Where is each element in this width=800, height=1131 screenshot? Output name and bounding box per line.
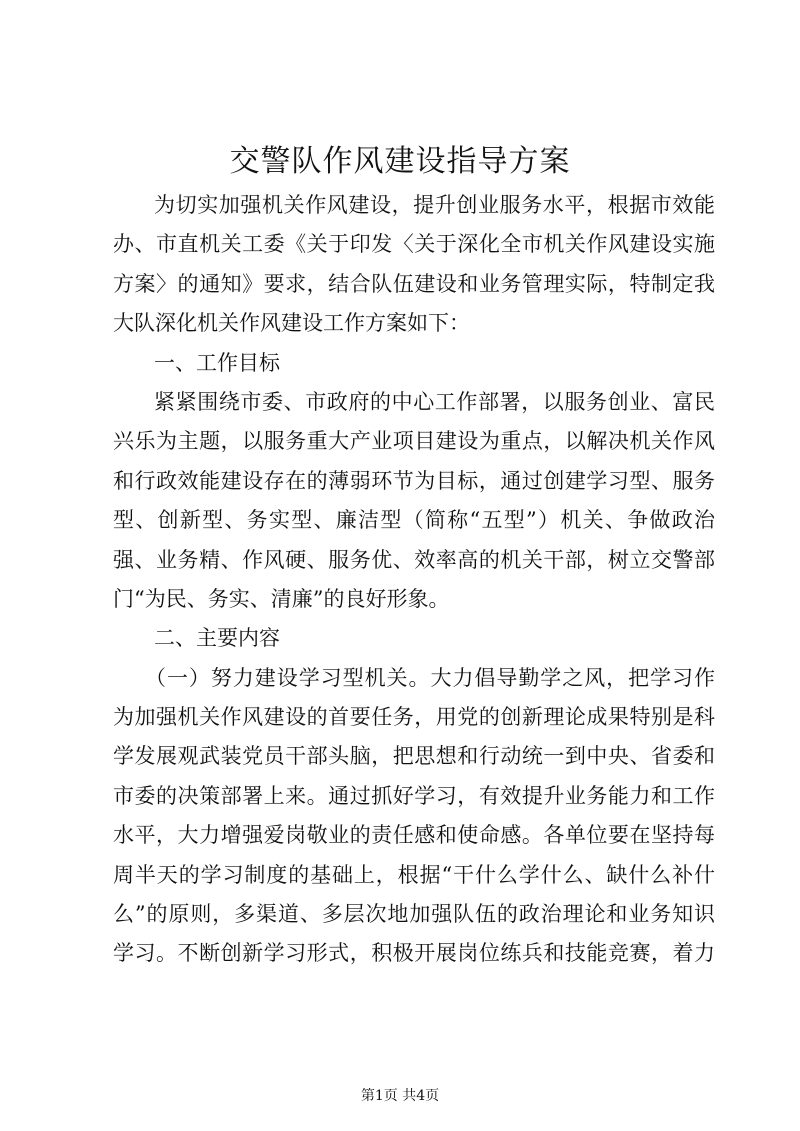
paragraph-line: 为切实加强机关作风建设，提升创业服务水平，根据市效能 xyxy=(154,193,715,217)
paragraph-line: 方案〉的通知》要求，结合队伍建设和业务管理实际，特制定我 xyxy=(113,271,715,296)
paragraph-line: 强、业务精、作风硬、服务优、效率高的机关干部，树立交警部 xyxy=(113,547,715,572)
paragraph-line: 周半天的学习制度的基础上，根据“干什么学什么、缺什么补什 xyxy=(113,862,715,887)
paragraph-line: 门“为民、务实、清廉”的良好形象。 xyxy=(113,586,450,611)
paragraph-line: 型、创新型、务实型、廉洁型（简称“五型”）机关、争做政治 xyxy=(113,508,715,533)
document-body xyxy=(113,186,715,974)
paragraph-line: 么”的原则，多渠道、多层次地加强队伍的政治理论和业务知识 xyxy=(113,902,715,927)
paragraph-line: 办、市直机关工委《关于印发〈关于深化全市机关作风建设实施 xyxy=(113,232,715,257)
paragraph-line: 和行政效能建设存在的薄弱环节为目标，通过创建学习型、服务 xyxy=(113,468,715,493)
paragraph-line: 紧紧围绕市委、市政府的中心工作部署，以服务创业、富民 xyxy=(154,389,715,414)
paragraph-line: （一）努力建设学习型机关。大力倡导勤学之风，把学习作 xyxy=(145,665,715,690)
paragraph-line: 市委的决策部署上来。通过抓好学习，有效提升业务能力和工作 xyxy=(113,783,715,808)
paragraph-line: 水平，大力增强爱岗敬业的责任感和使命感。各单位要在坚持每 xyxy=(113,823,715,848)
section-heading: 二、主要内容 xyxy=(154,626,280,651)
paragraph-line: 为加强机关作风建设的首要任务，用党的创新理论成果特别是科 xyxy=(113,705,715,730)
section-heading: 一、工作目标 xyxy=(154,350,280,375)
paragraph-line: 兴乐为主题，以服务重大产业项目建设为重点，以解决机关作风 xyxy=(113,429,715,454)
paragraph-line: 学习。不断创新学习形式，积极开展岗位练兵和技能竞赛，着力 xyxy=(113,941,715,966)
paragraph-line: 学发展观武装党员干部头脑，把思想和行动统一到中央、省委和 xyxy=(113,744,715,769)
page-number: 第1页 共4页 xyxy=(360,1088,440,1104)
document-title: 交警队作风建设指导方案 xyxy=(229,144,571,179)
paragraph-line: 大队深化机关作风建设工作方案如下： xyxy=(113,311,470,336)
